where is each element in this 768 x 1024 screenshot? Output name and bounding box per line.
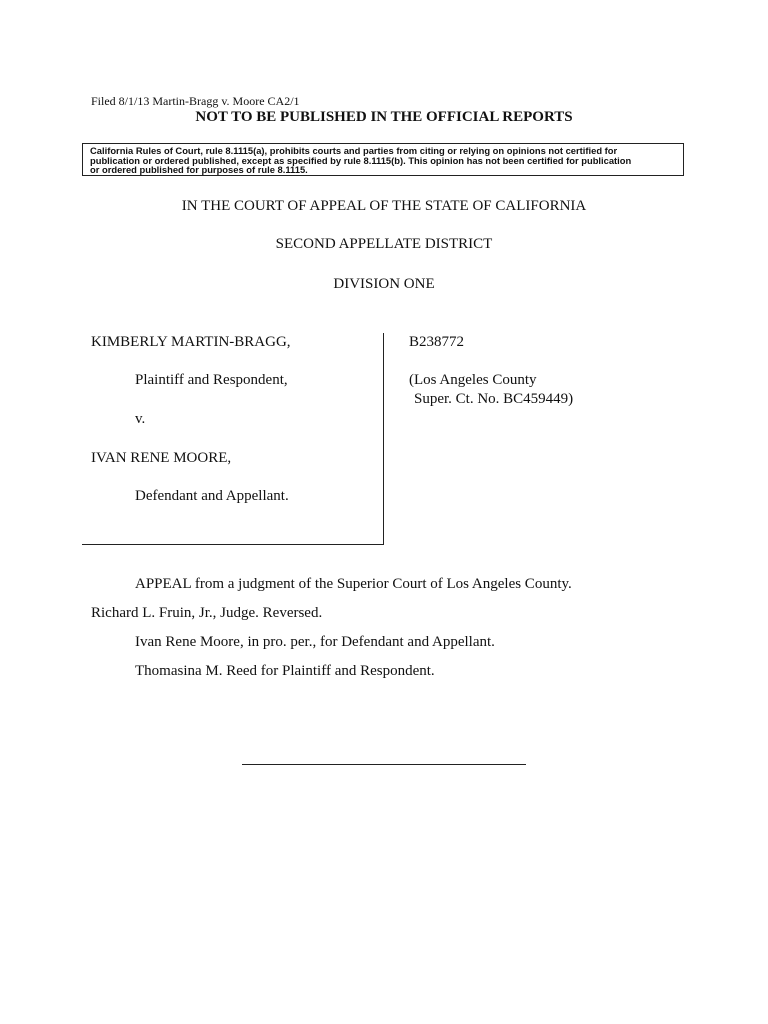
case-number: B238772 — [409, 334, 465, 350]
filed-line: Filed 8/1/13 Martin-Bragg v. Moore CA2/1 — [91, 94, 300, 108]
court-title: IN THE COURT OF APPEAL OF THE STATE OF CALIFORNIA — [181, 198, 587, 214]
caption-divider-vertical — [383, 333, 384, 545]
respondent-counsel: Thomasina M. Reed for Plaintiff and Respondent. — [135, 663, 435, 679]
appellant-counsel: Ivan Rene Moore, in pro. per., for Defendant and Appellant. — [135, 634, 495, 650]
appellate-district: SECOND APPELLATE DISTRICT — [275, 236, 493, 252]
superior-court-number: Super. Ct. No. BC459449) — [414, 391, 574, 407]
rules-notice-line-2: publication or ordered published, except as specified by rule 8.1115(b). This opinion has not been certified for publication — [90, 154, 632, 166]
separator-rule — [242, 764, 526, 765]
rules-of-court-notice-box — [82, 143, 684, 176]
versus: v. — [135, 411, 146, 427]
defendant-role: Defendant and Appellant. — [135, 488, 289, 504]
publication-notice-heading: NOT TO BE PUBLISHED IN THE OFFICIAL REPORTS — [195, 109, 573, 125]
plaintiff-role: Plaintiff and Respondent, — [135, 372, 288, 388]
division: DIVISION ONE — [333, 276, 435, 292]
county-line: (Los Angeles County — [409, 372, 537, 388]
judge-disposition: Richard L. Fruin, Jr., Judge. Reversed. — [91, 605, 323, 621]
defendant-name: IVAN RENE MOORE, — [91, 450, 232, 466]
plaintiff-name: KIMBERLY MARTIN-BRAGG, — [91, 334, 291, 350]
rules-notice-line-3: or ordered published for purposes of rule 8.1115. — [90, 164, 308, 176]
rules-notice-line-1: California Rules of Court, rule 8.1115(a), prohibits courts and parties from citing or relying on opinions not certified for — [90, 145, 618, 156]
appeal-statement: APPEAL from a judgment of the Superior Court of Los Angeles County. — [135, 576, 572, 592]
caption-divider-horizontal — [82, 544, 384, 545]
